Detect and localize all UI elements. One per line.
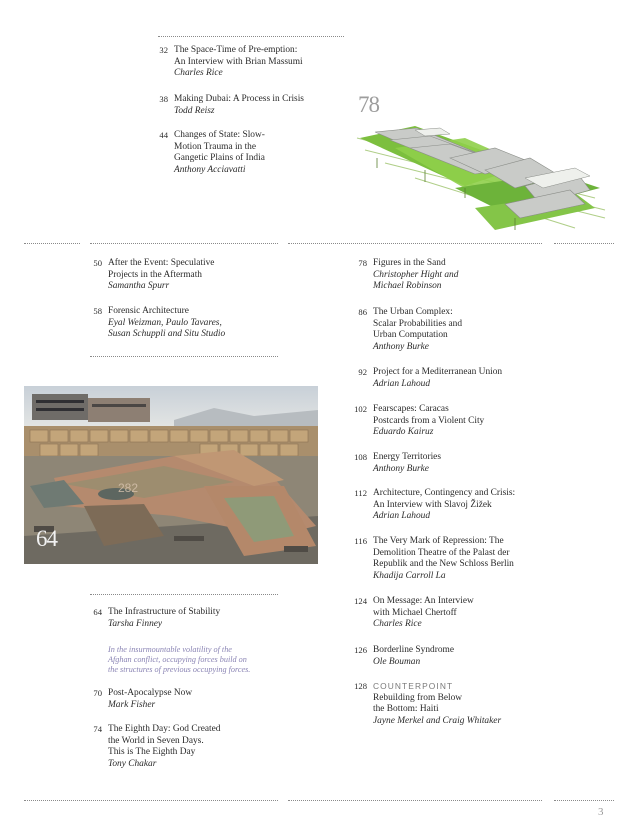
toc-entry[interactable] bbox=[349, 404, 579, 439]
page-number: 50 bbox=[93, 258, 102, 268]
toc-entry[interactable] bbox=[349, 452, 579, 475]
entry-title: Forensic Architecture bbox=[108, 306, 189, 316]
page-number: 44 bbox=[159, 130, 168, 140]
entry-author: Anthony Burke bbox=[373, 341, 429, 352]
entry-title: The Urban Complex: bbox=[373, 307, 453, 317]
toc-entry[interactable] bbox=[349, 307, 579, 353]
entry-title: An Interview with Brian Massumi bbox=[174, 56, 303, 67]
entry-title: The Eighth Day: God Created bbox=[108, 724, 221, 734]
rule-mid-left bbox=[90, 243, 278, 244]
toc-entry[interactable] bbox=[84, 688, 284, 711]
entry-author: Jayne Merkel and Craig Whitaker bbox=[373, 715, 502, 726]
entry-author: Mark Fisher bbox=[108, 699, 156, 710]
entry-title: Scalar Probabilities and bbox=[373, 318, 463, 329]
entry-title: The Very Mark of Repression: The bbox=[373, 536, 504, 546]
page-number: 86 bbox=[358, 307, 367, 317]
toc-entry[interactable] bbox=[150, 130, 350, 176]
entry-title: Demolition Theatre of the Palast der bbox=[373, 547, 510, 558]
toc-entry[interactable] bbox=[84, 306, 284, 341]
caption-line: In the insurmountable volatility of the bbox=[108, 645, 232, 654]
page-number: 124 bbox=[354, 596, 367, 606]
entry-title: Urban Computation bbox=[373, 330, 448, 341]
entry-title: Figures in the Sand bbox=[373, 258, 446, 268]
entry-title: Postcards from a Violent City bbox=[373, 415, 485, 426]
entry-title: The Infrastructure of Stability bbox=[108, 607, 221, 617]
page-number: 108 bbox=[354, 452, 367, 462]
entry-author: Susan Schuppli and Situ Studio bbox=[108, 329, 226, 340]
entry-title: Republik and the New Schloss Berlin bbox=[373, 559, 514, 570]
page-number: 58 bbox=[93, 306, 102, 316]
toc-entry[interactable] bbox=[84, 724, 284, 770]
entry-title: Energy Territories bbox=[373, 452, 441, 462]
entry-author: Ole Bouman bbox=[373, 656, 421, 667]
entry-author: Michael Robinson bbox=[373, 281, 442, 292]
page-number: 128 bbox=[354, 681, 367, 691]
entry-author: Khadija Carroll La bbox=[373, 570, 446, 581]
entry-author: Eduardo Kairuz bbox=[373, 427, 434, 438]
caption-line: Afghan conflict, occupying forces build on bbox=[108, 655, 247, 665]
page-number: 78 bbox=[358, 258, 367, 268]
entry-title: Changes of State: Slow- bbox=[174, 130, 265, 140]
rule-top bbox=[158, 36, 344, 37]
page-number: 64 bbox=[93, 607, 102, 617]
entry-title: with Michael Chertoff bbox=[373, 607, 457, 618]
toc-entry[interactable] bbox=[349, 596, 579, 631]
entry-title: Post-Apocalypse Now bbox=[108, 688, 193, 698]
page-number: 102 bbox=[354, 404, 367, 414]
caption-line: the structures of previous occupying forces. bbox=[108, 665, 251, 675]
entry-title: the Bottom: Haiti bbox=[373, 704, 439, 715]
entry-title: On Message: An Interview bbox=[373, 596, 474, 606]
counterpoint-label: COUNTERPOINT bbox=[373, 681, 454, 691]
toc-entry[interactable] bbox=[349, 681, 579, 727]
rule-bottom-mid bbox=[288, 800, 542, 801]
entry-author: Samantha Spurr bbox=[108, 281, 170, 292]
rule-mid-right bbox=[288, 243, 542, 244]
entry-title: Gangetic Plains of India bbox=[174, 153, 265, 164]
entry-title: Rebuilding from Below bbox=[373, 692, 463, 703]
architecture-rendering-image bbox=[355, 118, 610, 236]
page-number: 70 bbox=[93, 688, 102, 698]
entry-author: Tony Chakar bbox=[108, 758, 157, 769]
entry-author: Todd Reisz bbox=[174, 105, 215, 116]
entry-title: Making Dubai: A Process in Crisis bbox=[174, 94, 304, 104]
page-footer-number: 3 bbox=[598, 806, 604, 818]
entry-title: Projects in the Aftermath bbox=[108, 269, 202, 280]
page-number: 38 bbox=[159, 94, 168, 104]
rule-right-outer bbox=[554, 243, 614, 244]
rule-above-64 bbox=[90, 594, 278, 595]
figure-number-78: 78 bbox=[358, 92, 379, 117]
rule-bottom-left bbox=[24, 800, 278, 801]
entry-author: Anthony Burke bbox=[373, 463, 429, 474]
toc-entry[interactable] bbox=[349, 367, 579, 390]
toc-entry[interactable] bbox=[150, 94, 350, 117]
page-number: 112 bbox=[354, 488, 367, 498]
figure-number-64: 64 bbox=[36, 526, 57, 551]
page-number: 116 bbox=[354, 536, 367, 546]
crashed-aircraft-photo bbox=[24, 386, 318, 564]
entry-title: An Interview with Slavoj Žižek bbox=[373, 499, 492, 510]
toc-entry[interactable] bbox=[84, 607, 284, 630]
rule-left-outer bbox=[24, 243, 80, 244]
entry-author: Adrian Lahoud bbox=[373, 378, 431, 389]
rule-bottom-right bbox=[554, 800, 614, 801]
entry-author: Tarsha Finney bbox=[108, 618, 163, 629]
entry-title: Motion Trauma in the bbox=[174, 141, 257, 152]
page-number: 74 bbox=[93, 724, 102, 734]
svg-text:282: 282 bbox=[118, 481, 139, 495]
entry-title: The Space-Time of Pre-emption: bbox=[174, 45, 298, 55]
toc-entry[interactable] bbox=[349, 488, 579, 523]
entry-title: Architecture, Contingency and Crisis: bbox=[373, 488, 516, 498]
entry-author: Anthony Acciavatti bbox=[174, 164, 246, 175]
page-number: 126 bbox=[354, 645, 367, 655]
entry-title: the World in Seven Days. bbox=[108, 735, 204, 746]
toc-entry[interactable] bbox=[150, 45, 350, 80]
toc-entry[interactable] bbox=[349, 536, 579, 582]
rule-under-forensic bbox=[90, 356, 278, 357]
entry-title: After the Event: Speculative bbox=[108, 258, 215, 268]
entry-title: Project for a Mediterranean Union bbox=[373, 367, 503, 377]
photo-caption bbox=[108, 645, 288, 676]
entry-author: Charles Rice bbox=[373, 619, 422, 630]
toc-entry[interactable] bbox=[84, 258, 284, 293]
entry-author: Charles Rice bbox=[174, 68, 223, 79]
page-number: 32 bbox=[159, 45, 168, 55]
entry-author: Eyal Weizman, Paulo Tavares, bbox=[108, 317, 222, 328]
entry-author: Christopher Hight and bbox=[373, 269, 459, 280]
entry-title: This is The Eighth Day bbox=[108, 747, 196, 758]
toc-entry[interactable] bbox=[349, 258, 579, 293]
entry-title: Fearscapes: Caracas bbox=[373, 404, 449, 414]
entry-author: Adrian Lahoud bbox=[373, 511, 431, 522]
page-number: 92 bbox=[358, 367, 367, 377]
toc-entry[interactable] bbox=[349, 645, 579, 668]
entry-title: Borderline Syndrome bbox=[373, 645, 454, 655]
